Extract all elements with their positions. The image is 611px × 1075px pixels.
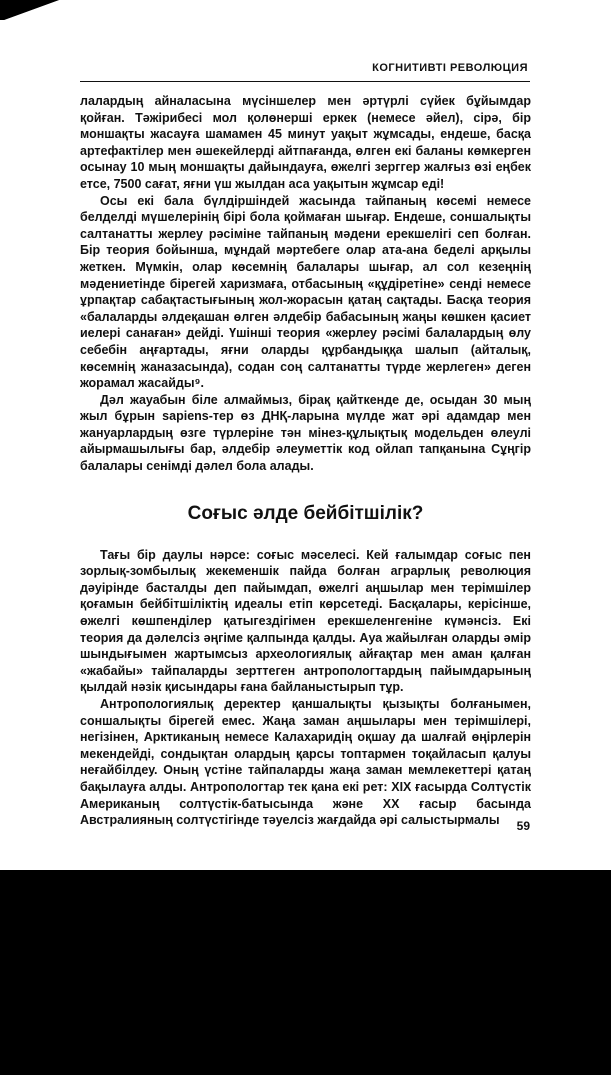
header-rule: [80, 81, 530, 82]
paragraph-3: Дәл жауабын біле алмаймыз, бірақ қайткенде де, осыдан 30 мың жыл бұрын sapiens-тер өз ДНҚ-ларына мүлде жат әрі адамдар мен жануарлардың өзге түрлеріне тән мінез-құлықтық модельден өлеулі айырмашылығы бар, әлдебір әлеуметтік код ойлап тапқанына Сұңгір балалары сенімді дәлел бола алады.: [80, 392, 531, 474]
running-header: КОГНИТИВТІ РЕВОЛЮЦИЯ: [372, 62, 528, 74]
scan-corner-mark: [0, 0, 75, 20]
paragraph-2: Осы екі бала бүлдіршіндей жасында тайпаның көсемі немесе белделді мүшелерінің бірі бола қоймаған шығар. Ендеше, соншалықты салтанатты жерлеу рәсіміне тайпаның мәдени ерекшелігі сеп болған. Бір теория бойынша, мұндай мәртебеге олар ата-ана беделі арқылы жеткен. Мүмкін, олар көсемнің балалары шығар, ал сол кезеңнің мәдениетінде бірегей харизмаға, отбасының «құдіретіне» сенді немесе ұрпақтар сабақтастығының жол-жорасын қатаң сақтады. Басқа теория «балаларды әлдеқашан өлген әлдебір бабасының жаңы көшкен қасиет иелері санаған» дейді. Үшінші теория «жерлеу рәсімі балалардың өлу себебін аңғартады, яғни оларды құрбандыққа шалып (айталық, көсемнің жаназасында), содан соң салтанатты түрде жерлеген» деген жорамал жасайды⁹.: [80, 193, 531, 391]
section-heading: Соғыс әлде бейбітшілік?: [187, 502, 424, 524]
page-body: [80, 93, 531, 829]
scan-bottom-black-area: [0, 870, 611, 1075]
page-number: 59: [516, 819, 530, 833]
paragraph-4: Тағы бір даулы нәрсе: соғыс мәселесі. Кей ғалымдар соғыс пен зорлық-зомбылық жекеменшік пайда болған аграрлық революция дәуірінде басталды деп пайымдап, өжелгі аңшылар мен терімшілер қоғамын бейбітшіліктің идеалы етіп көрсетеді. Басқалары, керісінше, өжелгі көшпенділер қатыгездігімен ерекшеленгеніне күмәнсіз. Екі теория да дәлелсіз әңгіме қалпында қалды. Ауа жайылған оларды әмір шындығымен жартымсыз археологиялық айғақтар мен аман қалған «жабайы» тайпаларды зерттеген антропологтардың пайымдарының қылдай нәзік қисындары ғана байланыстырып тұр.: [80, 547, 531, 695]
paragraph-5: Антропологиялық деректер қаншалықты қызықты болғанымен, соншалықты бірегей емес. Жаңа заман аңшылары мен терімшілері, негізінен, Арктиканың немесе Калахаридің оқшау да шалғай өңірлерін мекендейді, сондықтан олардың қарсы топтармен тоқайласып қалуы неғайбілдеу. Оның үстіне тайпаларды жаңа заман мемлекеттері қатаң бақылауға алды. Антропологтар тек қана екі рет: XIX ғасырда Солтүстік Американың солтүстік-батысында және XX ғасыр басында Австралияның солтүстігінде тәуелсіз жағдайда әрі салыстырмалы: [80, 697, 531, 828]
paragraph-1: лалардың айналасына мүсіншелер мен әртүрлі сүйек бұйымдар қойған. Тәжірибесі мол қолөнерші еркек (немесе әйел), сірә, бір моншақты жасауға шамамен 45 минут уақыт жұмсады, ендеше, басқа артефактілер мен әшекейлерді айтпағанда, өлген екі баланы көмкерген осынау 10 мың моншақты дайындауға, өжелгі зерггер жалғыз өзі еңбек етсе, 7500 сағат, яғни үш жылдан аса уақытын жұмсар еді!: [80, 94, 531, 191]
